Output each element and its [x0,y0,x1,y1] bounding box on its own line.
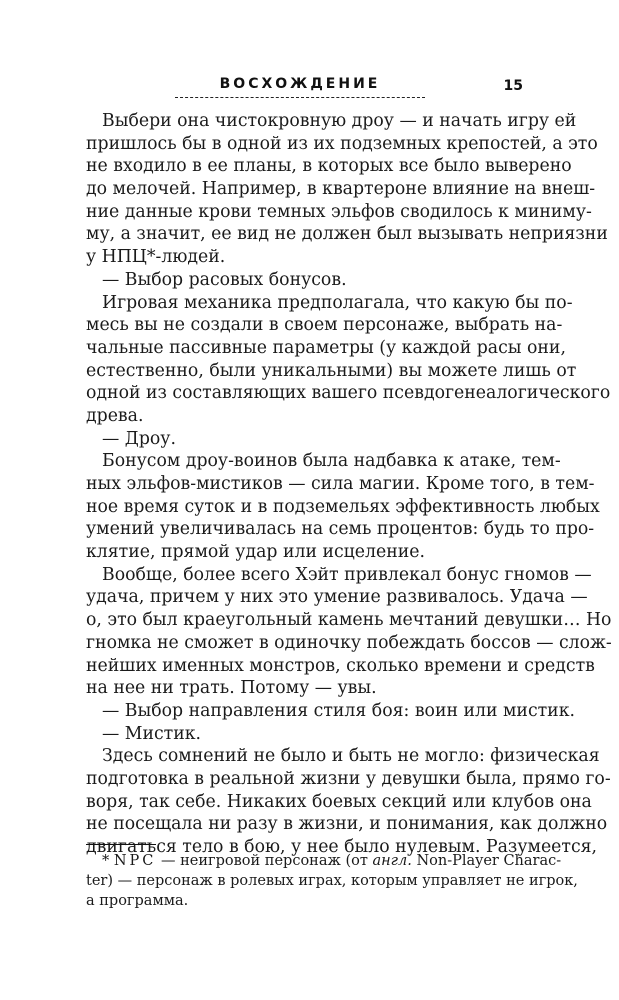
text-line: месь вы не создали в своем персонаже, выбрать на- [86,315,563,336]
text-line: не входило в ее планы, в которых все было выверено [86,156,572,177]
footnote-text: — неигровой персонаж (от [156,853,373,869]
text-line: пришлось бы в одной из их подземных крепостей, а это [86,133,598,154]
dialogue-line: — Выбор направления стиля боя: воин или мистик. [102,700,575,721]
text-line: ное время суток и в подземельях эффективность любых [86,496,600,517]
text-line: подготовка в реальной жизни у девушки была, прямо го- [86,768,611,789]
text-line: на нее ни трать. Потому — увы. [86,678,377,699]
text-line: чальные пассивные параметры (у каждой расы они, [86,337,566,358]
text-line: у НПЦ*-людей. [86,247,226,268]
text-line: Игровая механика предполагала, что какую бы по- [102,292,573,313]
page-number: 15 [503,78,523,94]
text-line: о, это был краеугольный камень мечтаний девушки… Но [86,610,612,631]
text-line: Выбери она чистокровную дроу — и начать игру ей [102,111,577,131]
footnote-abbreviation: англ. [372,853,412,869]
text-line: гномка не сможет в одиночку побеждать боссов — слож- [86,632,612,653]
running-title-rule [175,97,425,98]
text-line: одной из составляющих вашего псевдогенеалогического [86,383,611,404]
dialogue-line: — Мистик. [102,723,202,744]
dialogue-line: — Дроу. [102,428,176,449]
main-text [86,110,612,859]
text-line: Здесь сомнений не было и быть не могло: физическая [102,746,600,767]
text-line: нейших именных монстров, сколько времени и средств [86,655,595,676]
footnote [86,851,578,911]
text-line: Вообще, более всего Хэйт привлекал бонус гномов — [102,564,592,585]
text-line: му, а значит, ее вид не должен был вызывать неприязни [86,224,608,245]
footnote-text: Non-Player Charac- [411,853,562,869]
running-title: ВОСХОЖДЕНИЕ [219,76,381,92]
footnote-line [86,851,562,871]
footnote-line: ter) — персонаж в ролевых играх, которым управляет не игрок, [86,873,578,889]
page-header [0,0,619,110]
text-line: Бонусом дроу-воинов была надбавка к атаке, тем- [102,451,561,472]
text-line: двигаться тело в бою, у нее было нулевым. Разумеется, [86,837,598,857]
text-line: удача, причем у них это умение развивалось. Удача — [86,587,588,608]
text-line: до мелочей. Например, в квартероне влияние на внеш- [86,179,596,200]
text-line: естественно, были уникальными) вы можете лишь от [86,360,577,381]
text-line: ных эльфов-мистиков — сила магии. Кроме того, в тем- [86,474,595,494]
text-line: воря, так себе. Никаких боевых секций или клубов она [86,791,592,812]
text-line: древа. [86,405,144,426]
text-line: умений увеличивалась на семь процентов: будь то про- [86,519,595,540]
dialogue-line: — Выбор расовых бонусов. [102,269,347,290]
text-line: клятие, прямой удар или исцеление. [86,542,425,563]
text-line: не посещала ни разу в жизни, и понимания, как должно [86,814,608,835]
footnote-term: NPC [113,853,157,869]
text-line: ние данные крови темных эльфов сводилось к миниму- [86,201,592,222]
footnote-line: а программа. [86,893,189,909]
footnote-rule [86,844,156,845]
footnote-marker: * [102,853,110,869]
